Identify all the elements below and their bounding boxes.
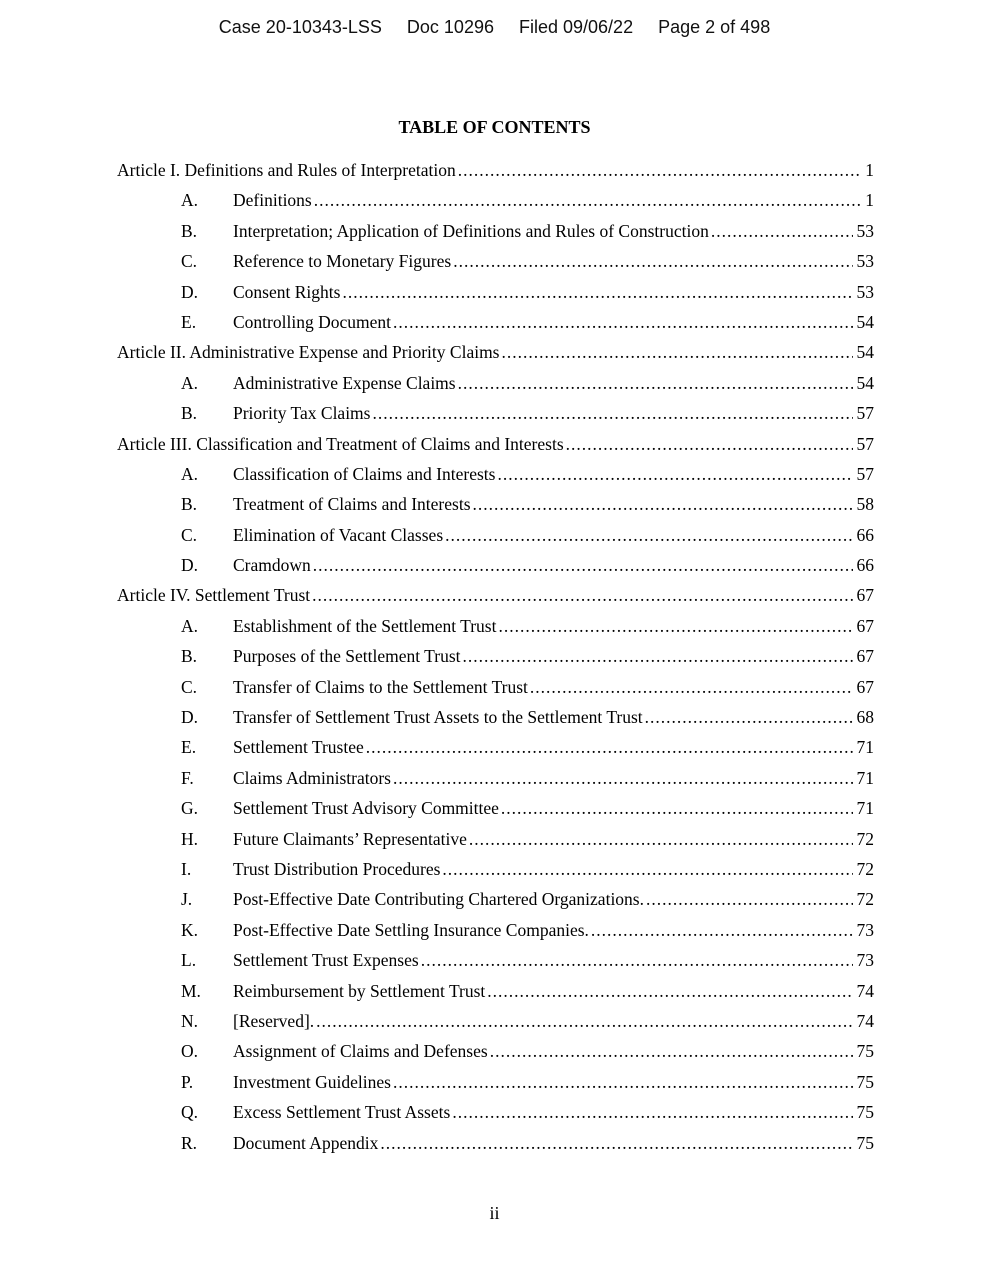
toc-entry-letter: N. [181, 1010, 199, 1031]
toc-entry-label: Article I. Definitions and Rules of Interpretation [117, 160, 456, 180]
toc-entry-letter: A. [181, 372, 199, 393]
toc-section-entry[interactable] [117, 854, 874, 884]
toc-article-entry[interactable] [117, 337, 874, 367]
toc-entry-letter: C. [181, 251, 198, 272]
filing-header [0, 17, 989, 38]
toc-entry-label: [Reserved]. [233, 1010, 315, 1031]
toc-entry-letter: D. [181, 281, 199, 302]
toc-entry-letter: B. [181, 220, 198, 241]
toc-entry-page: 71 [856, 737, 874, 758]
toc-entry-label: Assignment of Claims and Defenses [233, 1041, 488, 1062]
toc-section-entry[interactable] [117, 398, 874, 428]
toc-entry-letter: B. [181, 646, 198, 667]
toc-entry-page: 54 [856, 342, 874, 363]
toc-entry-label: Settlement Trust Advisory Committee [233, 798, 499, 819]
toc-dot-leader [312, 580, 852, 610]
toc-entry-label: Administrative Expense Claims [233, 372, 456, 393]
toc-entry-letter: Q. [181, 1102, 199, 1123]
toc-entry-letter: P. [181, 1071, 194, 1092]
toc-entry-page: 54 [856, 311, 874, 332]
toc-dot-leader [530, 672, 853, 702]
toc-entry-label: Article II. Administrative Expense and Priority Claims [117, 342, 500, 363]
toc-entry-letter: B. [181, 403, 198, 424]
toc-entry-letter: C. [181, 524, 198, 545]
toc-dot-leader [646, 884, 853, 914]
toc-entry-page: 53 [856, 281, 874, 302]
toc-dot-leader [421, 945, 853, 975]
page-title: TABLE OF CONTENTS [398, 117, 591, 137]
toc-dot-leader [458, 368, 853, 398]
toc-dot-leader [393, 307, 853, 337]
toc-entry-page: 66 [856, 524, 874, 545]
toc-entry-label: Classification of Claims and Interests [233, 463, 496, 484]
toc-entry-label: Article III. Classification and Treatment of Claims and Interests [117, 433, 564, 454]
toc-article-entry[interactable] [117, 155, 874, 185]
toc-entry-label: Settlement Trust Expenses [233, 950, 419, 971]
toc-entry-page: 67 [856, 676, 874, 697]
toc-section-entry[interactable] [117, 702, 874, 732]
toc-entry-label: Claims Administrators [233, 767, 391, 788]
toc-entry-label: Excess Settlement Trust Assets [233, 1102, 451, 1123]
table-of-contents [117, 155, 874, 1158]
toc-entry-letter: D. [181, 707, 199, 728]
toc-entry-label: Consent Rights [233, 281, 341, 302]
toc-entry-letter: K. [181, 919, 199, 940]
toc-dot-leader [313, 550, 853, 580]
toc-section-entry[interactable] [117, 641, 874, 671]
toc-entry-page: 73 [856, 950, 874, 971]
toc-section-entry[interactable] [117, 1128, 874, 1158]
toc-entry-label: Transfer of Settlement Trust Assets to the Settlement Trust [233, 707, 643, 728]
toc-dot-leader [452, 1097, 852, 1127]
toc-dot-leader [645, 702, 853, 732]
toc-entry-page: 72 [856, 828, 874, 849]
toc-dot-leader [473, 489, 853, 519]
toc-section-entry[interactable] [117, 884, 874, 914]
case-number: Case 20-10343-LSS [218, 17, 382, 37]
toc-dot-leader [463, 641, 853, 671]
toc-entry-page: 57 [856, 403, 874, 424]
toc-entry-letter: L. [181, 950, 197, 971]
page-count: Page 2 of 498 [658, 17, 771, 37]
toc-entry-letter: H. [181, 828, 199, 849]
toc-entry-label: Future Claimants’ Representative [233, 828, 467, 849]
toc-entry-page: 67 [856, 615, 874, 636]
toc-dot-leader [501, 793, 853, 823]
toc-section-entry[interactable] [117, 550, 874, 580]
toc-entry-page: 75 [856, 1102, 874, 1123]
toc-section-entry[interactable] [117, 824, 874, 854]
toc-dot-leader [487, 976, 852, 1006]
toc-entry-label: Reference to Monetary Figures [233, 251, 452, 272]
toc-dot-leader [711, 216, 853, 246]
toc-entry-page: 1 [865, 160, 874, 180]
toc-entry-label: Document Appendix [233, 1132, 379, 1153]
toc-entry-label: Definitions [233, 190, 312, 211]
toc-entry-letter: F. [181, 767, 194, 788]
toc-entry-label: Transfer of Claims to the Settlement Trust [233, 676, 528, 697]
toc-entry-label: Settlement Trustee [233, 737, 364, 758]
toc-entry-letter: C. [181, 676, 198, 697]
toc-dot-leader [566, 429, 853, 459]
toc-dot-leader [366, 732, 853, 762]
toc-article-entry[interactable] [117, 429, 874, 459]
toc-entry-label: Controlling Document [233, 311, 391, 332]
toc-section-entry[interactable] [117, 915, 874, 945]
toc-entry-page: 72 [856, 889, 874, 910]
toc-dot-leader [380, 1128, 852, 1158]
toc-entry-label: Post-Effective Date Settling Insurance Companies. [233, 919, 589, 940]
toc-section-entry[interactable] [117, 732, 874, 762]
toc-entry-letter: A. [181, 463, 199, 484]
toc-entry-page: 75 [856, 1071, 874, 1092]
toc-dot-leader [453, 246, 852, 276]
toc-dot-leader [498, 611, 852, 641]
toc-entry-page: 71 [856, 798, 874, 819]
toc-entry-label: Elimination of Vacant Classes [233, 524, 444, 545]
toc-entry-page: 75 [856, 1041, 874, 1062]
toc-dot-leader [314, 185, 862, 215]
toc-section-entry[interactable] [117, 945, 874, 975]
toc-entry-label: Post-Effective Date Contributing Chartered Organizations. [233, 889, 644, 910]
toc-entry-label: Interpretation; Application of Definitions and Rules of Construction [233, 220, 709, 241]
toc-dot-leader [442, 854, 852, 884]
toc-section-entry[interactable] [117, 459, 874, 489]
toc-dot-leader [393, 763, 853, 793]
toc-entry-page: 74 [856, 980, 874, 1001]
toc-section-entry[interactable] [117, 1036, 874, 1066]
toc-entry-label: Article IV. Settlement Trust [117, 585, 311, 606]
toc-entry-page: 74 [856, 1010, 874, 1031]
toc-section-entry[interactable] [117, 307, 874, 337]
toc-entry-page: 68 [856, 707, 874, 728]
toc-dot-leader [372, 398, 852, 428]
toc-section-entry[interactable] [117, 520, 874, 550]
toc-entry-letter: O. [181, 1041, 199, 1062]
toc-entry-letter: G. [181, 798, 199, 819]
toc-section-entry[interactable] [117, 1006, 874, 1036]
toc-dot-leader [316, 1006, 852, 1036]
toc-section-entry[interactable] [117, 1067, 874, 1097]
toc-section-entry[interactable] [117, 277, 874, 307]
toc-entry-label: Establishment of the Settlement Trust [233, 615, 497, 636]
toc-entry-page: 67 [856, 646, 874, 667]
toc-entry-page: 57 [856, 463, 874, 484]
toc-entry-label: Reimbursement by Settlement Trust [233, 980, 486, 1001]
toc-entry-letter: D. [181, 555, 199, 576]
toc-section-entry[interactable] [117, 672, 874, 702]
toc-entry-letter: J. [181, 889, 193, 910]
toc-section-entry[interactable] [117, 611, 874, 641]
toc-section-entry[interactable] [117, 793, 874, 823]
toc-entry-letter: M. [181, 980, 201, 1001]
footer-page-number: ii [489, 1203, 500, 1223]
toc-dot-leader [342, 277, 852, 307]
toc-dot-leader [393, 1067, 853, 1097]
toc-entry-letter: E. [181, 737, 197, 758]
toc-entry-letter: I. [181, 858, 192, 879]
toc-section-entry[interactable] [117, 489, 874, 519]
toc-dot-leader [445, 520, 852, 550]
toc-dot-leader [458, 155, 862, 185]
toc-entry-letter: E. [181, 311, 197, 332]
toc-article-entry[interactable] [117, 580, 874, 610]
toc-entry-label: Purposes of the Settlement Trust [233, 646, 461, 667]
toc-entry-page: 58 [856, 494, 874, 515]
doc-number: Doc 10296 [406, 17, 494, 37]
toc-section-entry[interactable] [117, 976, 874, 1006]
toc-dot-leader [469, 824, 853, 854]
toc-entry-page: 1 [865, 190, 874, 211]
filed-date: Filed 09/06/22 [519, 17, 634, 37]
toc-entry-letter: A. [181, 615, 199, 636]
toc-entry-label: Cramdown [233, 555, 311, 576]
toc-section-entry[interactable] [117, 246, 874, 276]
toc-entry-page: 54 [856, 372, 874, 393]
toc-entry-page: 75 [856, 1132, 874, 1153]
toc-dot-leader [502, 337, 853, 367]
toc-entry-page: 72 [856, 858, 874, 879]
toc-entry-label: Treatment of Claims and Interests [233, 494, 471, 515]
toc-dot-leader [497, 459, 852, 489]
toc-entry-letter: B. [181, 494, 198, 515]
toc-entry-page: 67 [856, 585, 874, 606]
toc-entry-letter: A. [181, 190, 199, 211]
toc-dot-leader [591, 915, 853, 945]
toc-section-entry[interactable] [117, 216, 874, 246]
toc-entry-page: 71 [856, 767, 874, 788]
toc-entry-page: 57 [856, 433, 874, 454]
toc-section-entry[interactable] [117, 368, 874, 398]
toc-entry-label: Investment Guidelines [233, 1071, 391, 1092]
toc-dot-leader [490, 1036, 853, 1066]
toc-section-entry[interactable] [117, 763, 874, 793]
toc-entry-label: Priority Tax Claims [233, 403, 371, 424]
toc-entry-page: 53 [856, 220, 874, 241]
toc-entry-page: 73 [856, 919, 874, 940]
toc-entry-page: 66 [856, 555, 874, 576]
toc-section-entry[interactable] [117, 1097, 874, 1127]
toc-section-entry[interactable] [117, 185, 874, 215]
toc-entry-label: Trust Distribution Procedures [233, 858, 441, 879]
toc-entry-page: 53 [856, 251, 874, 272]
toc-entry-letter: R. [181, 1132, 198, 1153]
